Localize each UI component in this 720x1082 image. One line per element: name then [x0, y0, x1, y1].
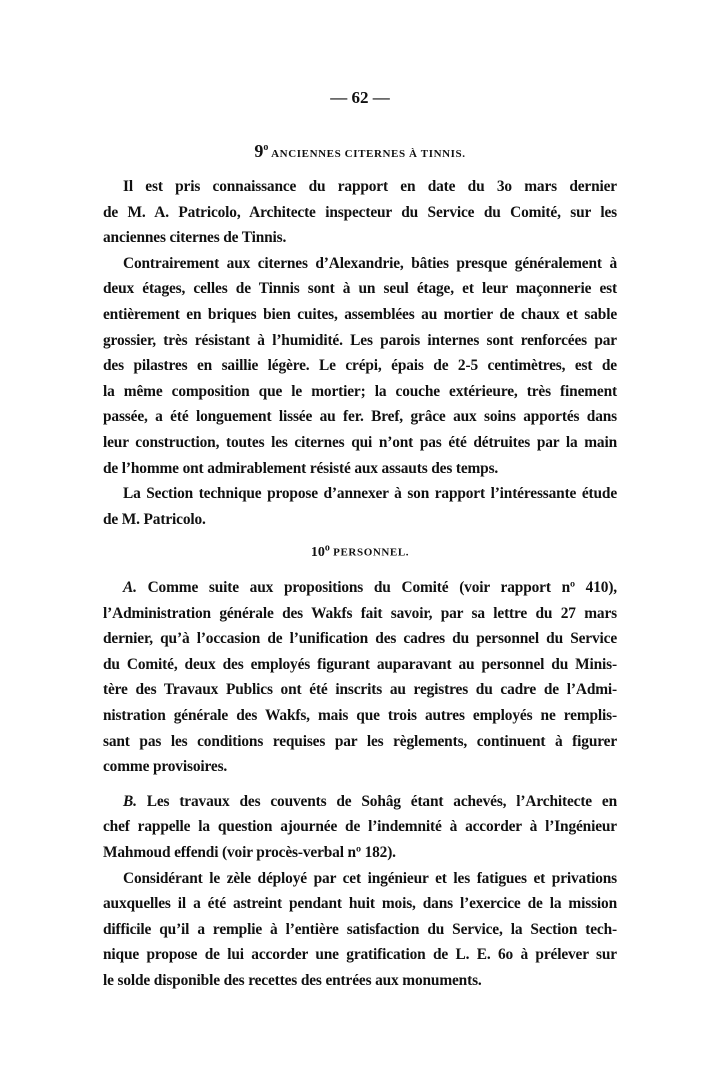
text-line: des pilastres en saillie légère. Le crépi, épais de 2-5 centimètres, est de: [103, 357, 617, 375]
text-line: auxquelles il a été astreint pendant huit mois, dans l’exercice de la mission: [103, 895, 617, 913]
paragraph: [103, 481, 617, 532]
section-heading-9: [0, 141, 720, 162]
text-line: B. Les travaux des couvents de Sohâg étant achevés, l’Architecte en: [123, 792, 617, 810]
heading-ordinal: o: [324, 542, 330, 553]
page-number: — 62 —: [330, 88, 390, 107]
text-line: nique propose de lui accorder une gratification de L. E. 6o à prélever sur: [103, 946, 617, 964]
paragraph-gap: [103, 780, 617, 789]
item-marker: A.: [123, 579, 137, 596]
text-line: la même composition que le mortier; la couche extérieure, très finement: [103, 382, 617, 400]
text-line: dernier, qu’à l’occasion de l’unification des cadres du personnel du Service: [103, 630, 617, 648]
text-line: tère des Travaux Publics ont été inscrits au registres du cadre de l’Admi-: [103, 681, 617, 699]
text-line: A. Comme suite aux propositions du Comité (voir rapport nº 410),: [123, 579, 617, 596]
text-line: du Comité, deux des employés figurant auparavant au personnel du Minis-: [103, 655, 617, 673]
text-line: de M. A. Patricolo, Architecte inspecteur du Service du Comité, sur les: [103, 203, 617, 221]
item-marker: B.: [123, 792, 137, 810]
text-line: chef rappelle la question ajournée de l’indemnité à accorder à l’Ingénieur: [103, 818, 617, 836]
paragraph: [103, 866, 617, 994]
text-line: Il est pris connaissance du rapport en date du 3o mars dernier: [123, 178, 617, 195]
text-line: La Section technique propose d’annexer à son rapport l’intéressante étude: [123, 485, 617, 503]
section-10-body: [103, 575, 617, 994]
text-line: comme provisoires.: [103, 758, 228, 776]
heading-number-value: 10: [310, 544, 325, 560]
text-line: de M. Patricolo.: [103, 510, 206, 528]
text-line: nistration générale des Wakfs, mais que trois autres employés ne remplis-: [103, 706, 617, 724]
text-line: sant pas les conditions requises par les règlements, continuent à figurer: [103, 732, 617, 750]
heading-title: PERSONNEL.: [333, 546, 410, 559]
text-line: l’Administration générale des Wakfs fait savoir, par sa lettre du 27 mars: [103, 604, 617, 622]
section-9-body: [103, 174, 617, 532]
text-line: deux étages, celles de Tinnis sont à un seul étage, et leur maçonnerie est: [103, 280, 617, 298]
text-line: Mahmoud effendi (voir procès-verbal nº 182).: [103, 843, 396, 861]
heading-number: [254, 141, 268, 161]
heading-ordinal: o: [263, 142, 269, 153]
text-line: le solde disponible des recettes des entrées aux monuments.: [103, 971, 482, 989]
text-line: grossier, très résistant à l’humidité. Les parois internes sont renforcées par: [103, 331, 617, 349]
text-line: de l’homme ont admirablement résisté aux assauts des temps.: [103, 459, 499, 477]
paragraph: [103, 575, 617, 780]
paragraph: [103, 789, 617, 866]
text-line: difficile qu’il a remplie à l’entière satisfaction du Service, la Section tech-: [103, 920, 617, 938]
text-line: anciennes citernes de Tinnis.: [103, 229, 287, 247]
text-line: passée, a été longuement lissée au fer. Bref, grâce aux soins apportés dans: [103, 408, 617, 426]
section-heading-10: [0, 542, 720, 561]
heading-number-value: 9: [254, 141, 264, 161]
heading-number: [310, 542, 330, 560]
text-line: Considérant le zèle déployé par cet ingénieur et les fatigues et privations: [123, 869, 617, 887]
heading-title: ANCIENNES CITERNES À TINNIS.: [271, 148, 466, 160]
text-line: entièrement en briques bien cuites, assemblées au mortier de chaux et sable: [103, 305, 617, 323]
text-line: Contrairement aux citernes d’Alexandrie, bâties presque généralement à: [123, 254, 617, 272]
paragraph: [103, 174, 617, 251]
text-line: leur construction, toutes les citernes qui n’ont pas été détruites par la main: [103, 433, 617, 451]
paragraph: [103, 251, 617, 481]
